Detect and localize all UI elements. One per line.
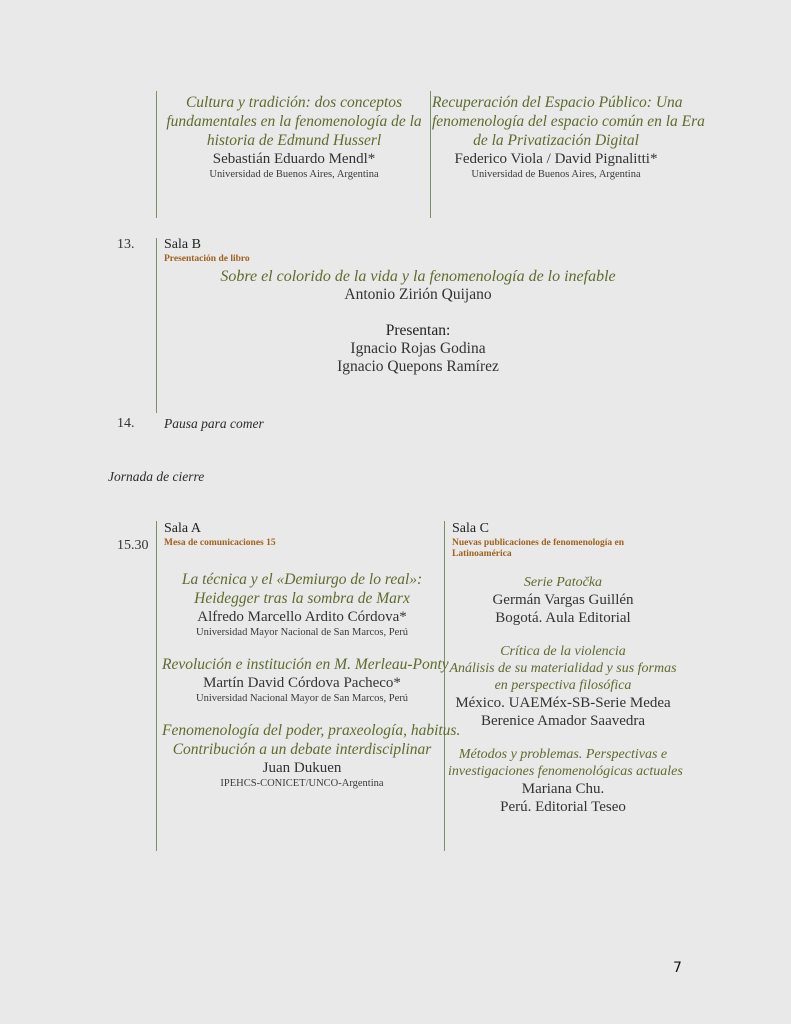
pub-title-line: en perspectiva filosófica bbox=[494, 678, 632, 693]
talk-affiliation: Universidad Nacional Mayor de San Marcos, Perú bbox=[196, 693, 408, 704]
pub-line: Mariana Chu. bbox=[521, 781, 605, 797]
lunch-break: Pausa para comer bbox=[164, 416, 264, 431]
pub-line: Bogotá. Aula Editorial bbox=[495, 610, 631, 626]
pub-title-line: investigaciones fenomenológicas actuales bbox=[448, 764, 683, 779]
talk-author: Martín David Córdova Pacheco* bbox=[203, 675, 401, 691]
talk-affiliation: Universidad de Buenos Aires, Argentina bbox=[209, 169, 379, 180]
item-number-15: 15.30 bbox=[117, 538, 149, 553]
talk-title-line: La técnica y el «Demiurgo de lo real»: bbox=[181, 571, 423, 588]
top-left-talk bbox=[160, 93, 428, 181]
talk-title-line: Fenomenología del poder, praxeología, habitus. bbox=[162, 722, 461, 739]
sala-b-label: Sala B bbox=[164, 237, 201, 252]
divider-sala-c bbox=[444, 521, 445, 851]
talk-title-line: Recuperación del Espacio Público: Una bbox=[432, 94, 683, 111]
presenter: Ignacio Rojas Godina bbox=[350, 340, 486, 357]
talk-author: Alfredo Marcello Ardito Córdova* bbox=[197, 609, 407, 625]
book-title: Sobre el colorido de la vida y la fenomenología de lo inefable bbox=[220, 268, 616, 285]
pub-line: Perú. Editorial Teseo bbox=[500, 799, 626, 815]
talk bbox=[162, 570, 442, 639]
item-number-13: 13. bbox=[117, 237, 135, 252]
pub-line: México. UAEMéx-SB-Serie Medea bbox=[455, 695, 671, 711]
talk-title-line: fundamentales en la fenomenología de la bbox=[166, 113, 422, 130]
presentan-label: Presentan: bbox=[385, 322, 451, 339]
divider-top-left bbox=[156, 91, 157, 218]
session-type: Mesa de comunicaciones 15 bbox=[164, 538, 276, 548]
talk-title-line: Heidegger tras la sombra de Marx bbox=[194, 590, 410, 607]
pub-title-line: Análisis de su materialidad y sus formas bbox=[449, 661, 677, 676]
sala-c-publications bbox=[448, 574, 683, 816]
talk-title-line: fenomenología del espacio común en la Era bbox=[432, 113, 705, 130]
talk bbox=[162, 655, 449, 705]
talk-title-line: de la Privatización Digital bbox=[473, 132, 639, 149]
pub-line: Berenice Amador Saavedra bbox=[480, 713, 646, 729]
talk-title-line: Revolución e institución en M. Merleau-Ponty bbox=[162, 656, 449, 673]
divider-item13 bbox=[156, 238, 157, 413]
divider-top-right bbox=[430, 91, 431, 218]
talk-author: Sebastián Eduardo Mendl* bbox=[212, 151, 376, 167]
talk-affiliation: Universidad Mayor Nacional de San Marcos, Perú bbox=[196, 627, 408, 638]
pub-title-line: Serie Patočka bbox=[523, 575, 603, 590]
talk-title-line: Cultura y tradición: dos conceptos bbox=[185, 94, 403, 111]
book-author: Antonio Zirión Quijano bbox=[344, 286, 492, 303]
top-right-talk bbox=[432, 93, 705, 181]
divider-sala-a bbox=[156, 521, 157, 851]
pub-line: Germán Vargas Guillén bbox=[492, 592, 634, 608]
sala-a-label: Sala A bbox=[164, 521, 201, 536]
page-number: 7 bbox=[673, 960, 682, 976]
sala-a-talks bbox=[162, 570, 461, 790]
publication bbox=[448, 746, 683, 816]
presenter: Ignacio Quepons Ramírez bbox=[337, 358, 499, 375]
session-type-line: Nuevas publicaciones de fenomenología en bbox=[452, 538, 625, 548]
talk-affiliation: Universidad de Buenos Aires, Argentina bbox=[471, 169, 641, 180]
talk-affiliation: IPEHCS-CONICET/UNCO-Argentina bbox=[220, 778, 384, 789]
talk-author: Federico Viola / David Pignalitti* bbox=[454, 151, 658, 167]
session-type: Presentación de libro bbox=[164, 254, 250, 264]
sala-c-label: Sala C bbox=[452, 521, 489, 536]
talk-title-line: Contribución a un debate interdisciplinar bbox=[172, 741, 432, 758]
talk bbox=[162, 721, 461, 790]
book-presentation bbox=[160, 267, 676, 376]
pub-title-line: Crítica de la violencia bbox=[500, 644, 626, 659]
publication bbox=[448, 643, 678, 730]
item-number-14: 14. bbox=[117, 416, 135, 431]
jornada-heading: Jornada de cierre bbox=[108, 469, 205, 484]
publication bbox=[448, 574, 678, 627]
talk-title-line: historia de Edmund Husserl bbox=[206, 132, 382, 149]
session-type-line: Latinoamérica bbox=[452, 549, 512, 559]
pub-title-line: Métodos y problemas. Perspectivas e bbox=[458, 747, 668, 762]
talk-author: Juan Dukuen bbox=[262, 760, 342, 776]
